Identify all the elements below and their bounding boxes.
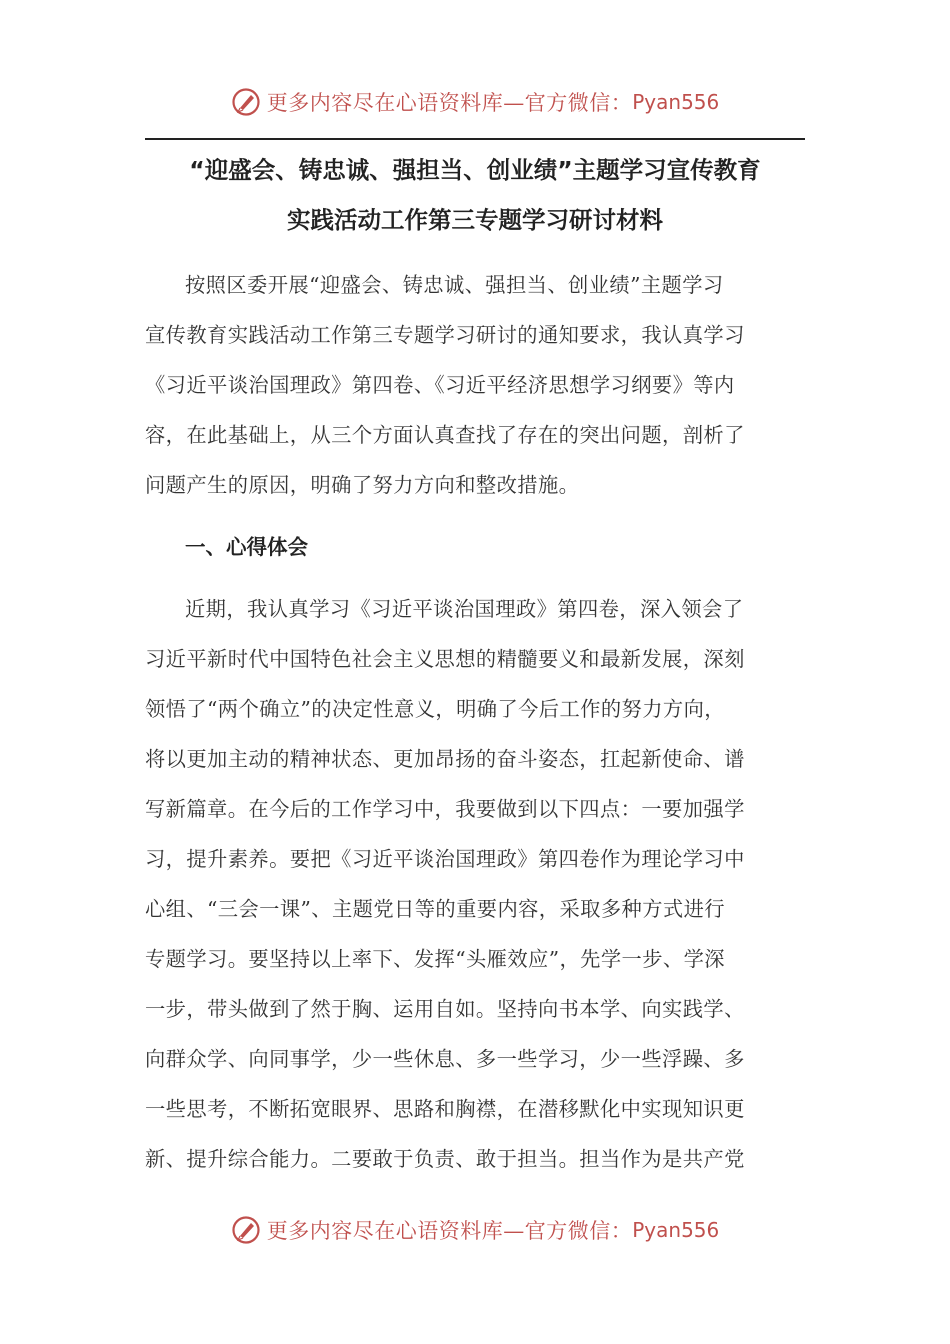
- document-title-line-1: “迎盛会、铸忠诚、强担当、创业绩”主题学习宣传教育: [189, 156, 761, 184]
- footer-watermark: [0, 1210, 950, 1250]
- watermark-text: 更多内容尽在心语资料库—官方微信：: [266, 1219, 633, 1243]
- section-heading: 一、心得体会: [185, 535, 308, 559]
- intro-line: 《习近平谈治国理政》第四卷、《习近平经济思想学习纲要》等内: [145, 373, 735, 397]
- body-line: 习近平新时代中国特色社会主义思想的精髓要义和最新发展，深刻: [145, 647, 745, 671]
- body-line: 领悟了“两个确立”的决定性意义，明确了今后工作的努力方向，: [145, 697, 725, 721]
- body-line: 习，提升素养。要把《习近平谈治国理政》第四卷作为理论学习中: [145, 847, 745, 871]
- body-line: 一些思考，不断拓宽眼界、思路和胸襟，在潜移默化中实现知识更: [145, 1097, 745, 1121]
- watermark-wechat-id: Pyan556: [632, 90, 720, 114]
- body-line: 心组、“三会一课”、主题党日等的重要内容，采取多种方式进行: [145, 897, 725, 921]
- watermark-text: 更多内容尽在心语资料库—官方微信：: [266, 91, 633, 115]
- body-line: 将以更加主动的精神状态、更加昂扬的奋斗姿态，扛起新使命、谱: [145, 747, 745, 771]
- pen-logo-icon: [231, 87, 261, 117]
- document-title-line-2: 实践活动工作第三专题学习研讨材料: [287, 206, 663, 234]
- body-line: 写新篇章。在今后的工作学习中，我要做到以下四点：一要加强学: [145, 797, 745, 821]
- intro-line: 问题产生的原因，明确了努力方向和整改措施。: [145, 473, 580, 497]
- body-line: 新、提升综合能力。二要敢于负责、敢于担当。担当作为是共产党: [145, 1147, 745, 1171]
- intro-line: 宣传教育实践活动工作第三专题学习研讨的通知要求，我认真学习: [145, 323, 745, 347]
- intro-line: 按照区委开展“迎盛会、铸忠诚、强担当、创业绩”主题学习: [185, 273, 724, 297]
- body-line: 向群众学、向同事学，少一些休息、多一些学习，少一些浮躁、多: [145, 1047, 745, 1071]
- body-line: 近期，我认真学习《习近平谈治国理政》第四卷，深入领会了: [185, 597, 744, 621]
- header-divider: [145, 138, 805, 140]
- pen-logo-icon: [231, 1215, 261, 1245]
- watermark-wechat-id: Pyan556: [632, 1218, 720, 1242]
- body-line: 专题学习。要坚持以上率下、发挥“头雁效应”，先学一步、学深: [145, 947, 725, 971]
- body-line: 一步，带头做到了然于胸、运用自如。坚持向书本学、向实践学、: [145, 997, 745, 1021]
- header-watermark: [0, 82, 950, 122]
- intro-line: 容，在此基础上，从三个方面认真查找了存在的突出问题，剖析了: [145, 423, 745, 447]
